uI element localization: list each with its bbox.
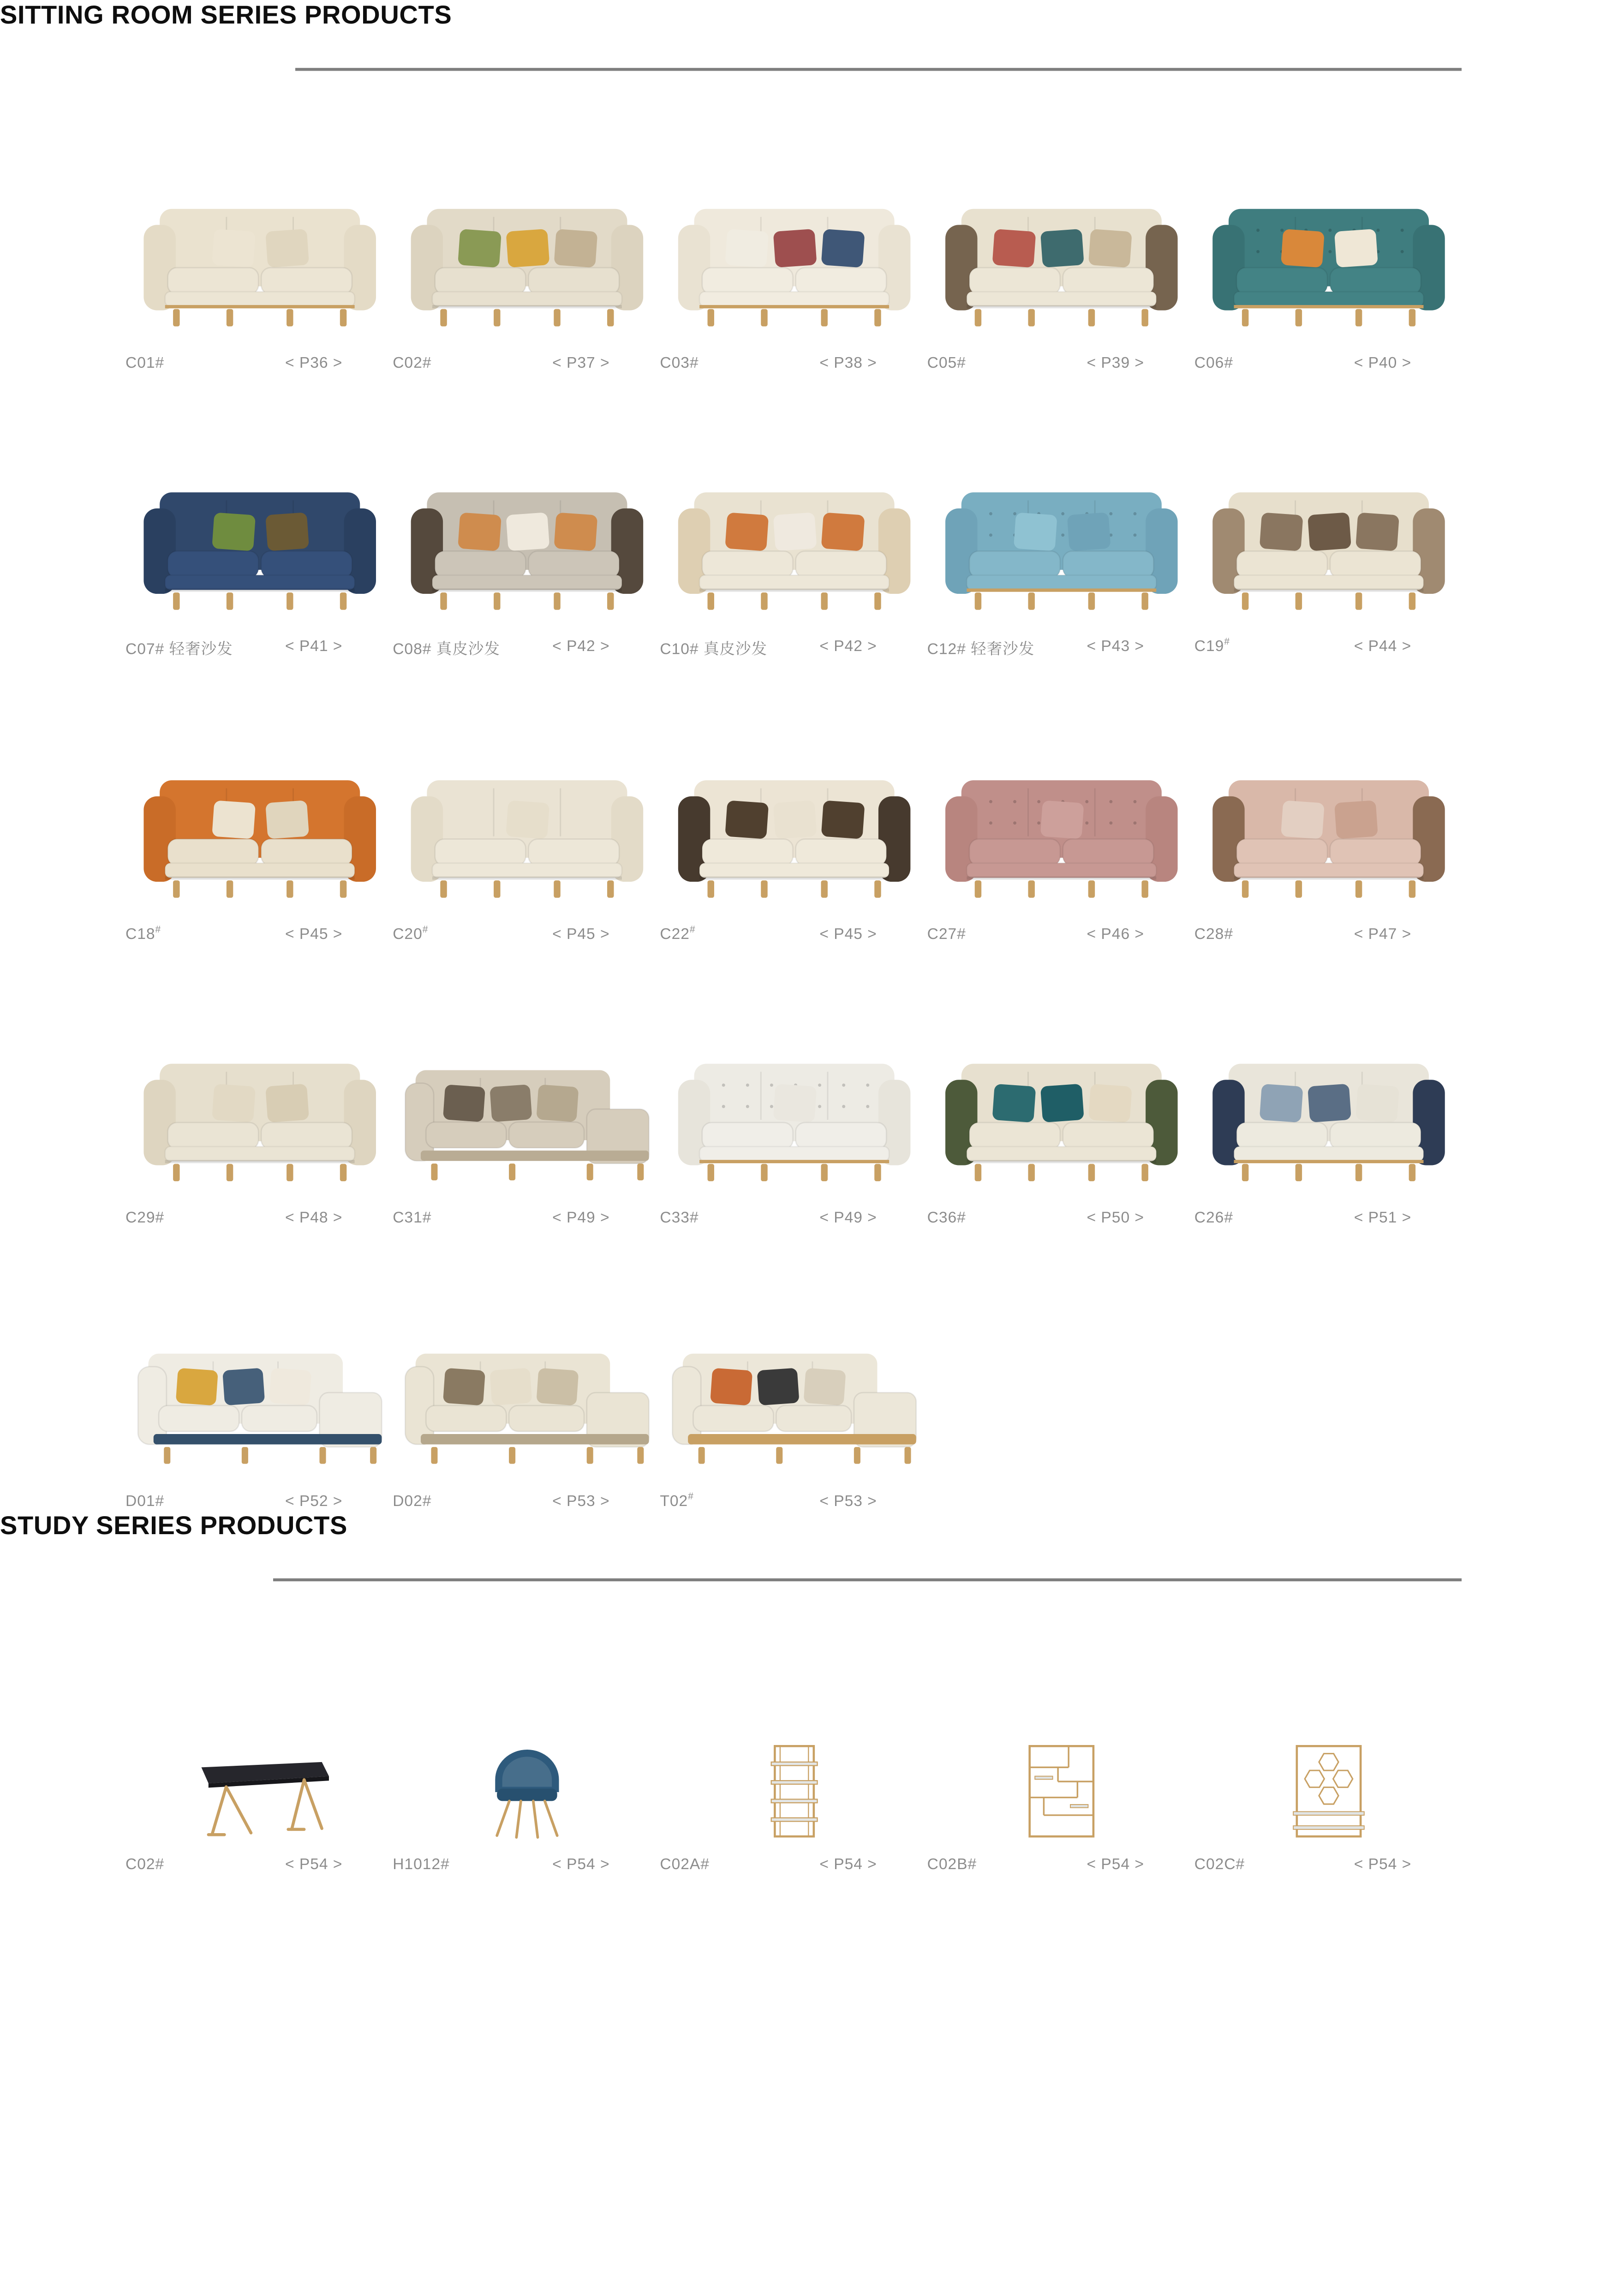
sofa-illustration: [667, 471, 920, 625]
product-label-row: [393, 1493, 660, 1510]
product-photo: [927, 760, 1194, 913]
sofa-illustration: [400, 759, 653, 913]
product-photo: [660, 189, 927, 341]
sofa-illustration: [1201, 471, 1455, 625]
product-card: [393, 1327, 660, 1511]
product-card: [393, 472, 660, 660]
product-label-row: [1194, 638, 1462, 655]
product-page-ref: < P41 >: [285, 638, 343, 656]
product-card: [125, 1688, 393, 1874]
product-card: [927, 760, 1194, 944]
product-label-row: [393, 354, 660, 372]
product-label-row: [125, 1209, 393, 1227]
product-photo: [125, 472, 393, 625]
product-photo: [660, 1688, 927, 1843]
product-page-ref: < P51 >: [1354, 1209, 1412, 1227]
product-page-ref: < P36 >: [285, 354, 343, 372]
product-card: [1194, 760, 1462, 944]
product-page-ref: < P46 >: [1087, 926, 1144, 944]
sectional-illustration: [396, 1330, 656, 1479]
product-card: [927, 472, 1194, 660]
product-page-ref: < P48 >: [285, 1209, 343, 1227]
product-photo: [927, 1044, 1194, 1196]
product-photo: [393, 1044, 660, 1196]
product-page-ref: < P54 >: [285, 1856, 343, 1874]
product-photo: [125, 760, 393, 913]
product-label-row: [1194, 1856, 1462, 1873]
section-title-sitting-room: SITTING ROOM SERIES PRODUCTS: [0, 0, 452, 30]
product-code: C05#: [927, 354, 966, 372]
product-card: [125, 472, 393, 660]
product-label-row: [393, 638, 660, 660]
product-card: [927, 189, 1194, 372]
chair-illustration: [438, 1741, 615, 1843]
product-label-row: [927, 638, 1194, 660]
shelf-illustration: [705, 1741, 882, 1843]
product-page-ref: < P38 >: [819, 354, 877, 372]
product-card: [125, 760, 393, 944]
product-page-ref: < P42 >: [819, 638, 877, 656]
product-page-ref: < P43 >: [1087, 638, 1144, 656]
product-photo: [660, 1327, 927, 1480]
product-card: [927, 1688, 1194, 1874]
product-label-row: [660, 638, 927, 660]
product-code: C01#: [125, 354, 165, 372]
product-code: C02A#: [660, 1856, 710, 1874]
sofa-illustration: [934, 759, 1188, 913]
product-page-ref: < P54 >: [819, 1856, 877, 1874]
product-code: C08# 真皮沙发: [393, 640, 500, 659]
product-label-row: [125, 926, 393, 943]
product-card: [125, 1044, 393, 1227]
product-code: C12# 轻奢沙发: [927, 640, 1035, 659]
sofa-illustration: [934, 471, 1188, 625]
product-card: [393, 1688, 660, 1874]
product-label-row: [393, 926, 660, 943]
product-code: C07# 轻奢沙发: [125, 640, 233, 659]
product-card: [660, 1044, 927, 1227]
product-page-ref: < P45 >: [285, 926, 343, 944]
product-code: D01#: [125, 1493, 165, 1511]
product-label-row: [125, 354, 393, 372]
sofa-illustration: [934, 187, 1188, 341]
product-photo: [393, 472, 660, 625]
product-code: C29#: [125, 1209, 165, 1227]
product-code: C02#: [393, 354, 432, 372]
sofa-illustration: [132, 1042, 386, 1196]
sofa-illustration: [132, 759, 386, 913]
product-label-row: [660, 1209, 927, 1227]
product-label-row: [125, 638, 393, 660]
sofa-illustration: [1201, 759, 1455, 913]
product-photo: [1194, 472, 1462, 625]
product-page-ref: < P40 >: [1354, 354, 1412, 372]
product-page-ref: < P45 >: [819, 926, 877, 944]
sofa-illustration: [667, 187, 920, 341]
product-label-row: [927, 926, 1194, 943]
sofa-illustration: [132, 187, 386, 341]
product-code: C31#: [393, 1209, 432, 1227]
product-grid-sitting-room: [125, 189, 1624, 1511]
product-label-row: [125, 1856, 393, 1873]
product-code: C03#: [660, 354, 699, 372]
product-photo: [1194, 1044, 1462, 1196]
product-label-row: [1194, 354, 1462, 372]
product-label-row: [927, 1856, 1194, 1873]
product-code: C33#: [660, 1209, 699, 1227]
product-label-row: [660, 354, 927, 372]
product-photo: [927, 472, 1194, 625]
product-label-row: [1194, 1209, 1462, 1227]
sofa-illustration: [934, 1042, 1188, 1196]
product-card: [1194, 1044, 1462, 1227]
product-card: [393, 1044, 660, 1227]
product-page-ref: < P37 >: [552, 354, 610, 372]
product-card: [125, 189, 393, 372]
product-photo: [393, 760, 660, 913]
product-page-ref: < P49 >: [819, 1209, 877, 1227]
product-label-row: [1194, 926, 1462, 943]
shelf-asym-illustration: [972, 1741, 1149, 1843]
product-code: C02#: [125, 1856, 165, 1874]
product-photo: [125, 189, 393, 341]
product-label-row: [660, 1493, 927, 1510]
shelf-hex-illustration: [1239, 1741, 1416, 1843]
sofa-illustration: [400, 471, 653, 625]
sofa-illustration: [1201, 187, 1455, 341]
product-page-ref: < P39 >: [1087, 354, 1144, 372]
sofa-illustration: [667, 1042, 920, 1196]
product-photo: [125, 1688, 393, 1843]
product-code: H1012#: [393, 1856, 450, 1874]
product-photo: [1194, 1688, 1462, 1843]
product-page-ref: < P42 >: [552, 638, 610, 656]
product-code: C20#: [393, 925, 429, 944]
product-page-ref: < P54 >: [552, 1856, 610, 1874]
product-code: C02C#: [1194, 1856, 1245, 1874]
product-code: C02B#: [927, 1856, 977, 1874]
product-card: [125, 1327, 393, 1511]
product-code: C19#: [1194, 637, 1230, 656]
product-card: [393, 760, 660, 944]
product-photo: [927, 1688, 1194, 1843]
product-photo: [125, 1327, 393, 1480]
product-label-row: [125, 1493, 393, 1510]
sectional-illustration: [663, 1330, 923, 1479]
product-photo: [660, 760, 927, 913]
product-code: C10# 真皮沙发: [660, 640, 768, 659]
product-label-row: [927, 354, 1194, 372]
product-page-ref: < P45 >: [552, 926, 610, 944]
product-label-row: [660, 926, 927, 943]
product-code: C06#: [1194, 354, 1233, 372]
product-photo: [125, 1044, 393, 1196]
product-photo: [393, 1327, 660, 1480]
product-card: [927, 1044, 1194, 1227]
section-title-study: STUDY SERIES PRODUCTS: [0, 1510, 347, 1540]
product-code: C22#: [660, 925, 696, 944]
product-page-ref: < P50 >: [1087, 1209, 1144, 1227]
product-photo: [1194, 760, 1462, 913]
sofa-illustration: [132, 471, 386, 625]
product-card: [660, 189, 927, 372]
product-card: [1194, 472, 1462, 660]
sofa-illustration: [667, 759, 920, 913]
sectional-illustration: [129, 1330, 389, 1479]
product-label-row: [660, 1856, 927, 1873]
product-code: C28#: [1194, 926, 1233, 944]
sofa-illustration: [400, 187, 653, 341]
table-illustration: [171, 1741, 348, 1843]
product-code: D02#: [393, 1493, 432, 1511]
product-label-row: [927, 1209, 1194, 1227]
product-code: C36#: [927, 1209, 966, 1227]
product-page-ref: < P54 >: [1354, 1856, 1412, 1874]
product-card: [1194, 1688, 1462, 1874]
product-card: [660, 1327, 927, 1511]
section-divider: [273, 1578, 1462, 1581]
product-code: C18#: [125, 925, 161, 944]
product-code: C27#: [927, 926, 966, 944]
product-card: [393, 189, 660, 372]
product-page-ref: < P44 >: [1354, 638, 1412, 656]
product-page-ref: < P54 >: [1087, 1856, 1144, 1874]
product-code: T02#: [660, 1492, 694, 1511]
product-photo: [393, 1688, 660, 1843]
product-photo: [1194, 189, 1462, 341]
product-photo: [393, 189, 660, 341]
product-photo: [927, 189, 1194, 341]
product-card: [1194, 189, 1462, 372]
sofa-illustration: [1201, 1042, 1455, 1196]
product-card: [660, 1688, 927, 1874]
product-page-ref: < P49 >: [552, 1209, 610, 1227]
product-label-row: [393, 1209, 660, 1227]
product-card: [660, 472, 927, 660]
product-label-row: [393, 1856, 660, 1873]
product-photo: [660, 472, 927, 625]
product-page-ref: < P53 >: [819, 1493, 877, 1511]
product-page-ref: < P52 >: [285, 1493, 343, 1511]
sectional-illustration: [396, 1047, 656, 1196]
product-code: C26#: [1194, 1209, 1233, 1227]
product-page-ref: < P53 >: [552, 1493, 610, 1511]
product-card: [660, 760, 927, 944]
section-divider: [295, 68, 1462, 71]
product-grid-study: [125, 1688, 1624, 1874]
product-page-ref: < P47 >: [1354, 926, 1412, 944]
product-photo: [660, 1044, 927, 1196]
